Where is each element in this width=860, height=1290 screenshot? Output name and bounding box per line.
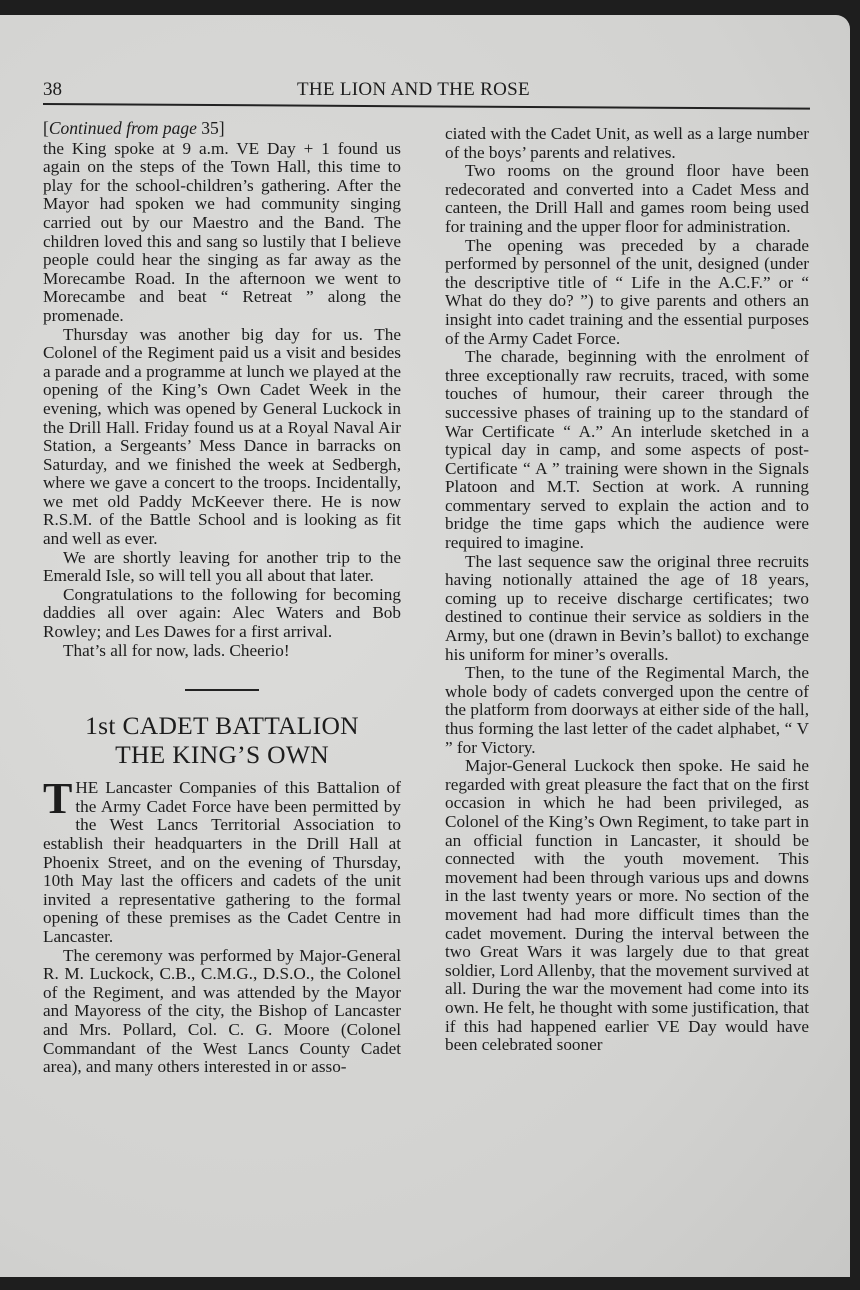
- right-column: [445, 125, 809, 1055]
- paragraph: The opening was preceded by a charade performed by personnel of the unit, designed (under the descriptive title of “ Life in the A.C.F.” or “ What do they do? ”) to give parents and others an insight into cadet training and the essential purposes of the Army Cadet Force.: [445, 235, 809, 348]
- section-title-line2: THE KING’S OWN: [115, 740, 329, 770]
- paragraph: Two rooms on the ground floor have been redecorated and converted into a Cadet Mess and canteen, the Drill Hall and games room being used for training and the upper floor for administration.: [445, 161, 809, 236]
- paragraph: The charade, beginning with the enrolment of three exceptionally raw recruits, traced, with some touches of humour, their career through the successive phases of training up to the standard of War Certificate “ A.” An interlude sketched in a typical day in camp, and some aspects of post-Certificate “ A ” training were shown in the Signals Platoon and M.T. Section at work. A running commentary served to explain the action and to bridge the time gaps which the audience were required to imagine.: [445, 347, 809, 553]
- drop-cap: T: [43, 774, 73, 824]
- continued-label: Continued from page: [48, 118, 197, 138]
- paragraph: Thursday was another big day for us. The Colonel of the Regiment paid us a visit and besides a parade and a programme at lunch we played at the opening of the King’s Own Cadet Week in the evening, which was opened by General Luckock in the Drill Hall. Friday found us at a Royal Naval Air Station, a Sergeants’ Mess Dance in barracks on Saturday, and we finished the week at Sedbergh, where we gave a concert to the troops. Incidentally, we met old Paddy McKeever there. He is now R.S.M. of the Battle School and is looking as fit and well as ever.: [43, 324, 401, 549]
- running-title: THE LION AND THE ROSE: [297, 79, 530, 100]
- continued-note: [Continued from page 35]: [43, 118, 225, 138]
- paragraph: Major-General Luckock then spoke. He said he regarded with great pleasure the fact that on the first occasion in which he had been privileged, as Colonel of the King’s Own Regiment, to take part in an official function in Lancaster, it should be connected with the youth movement. This movement had been through various ups and downs in the last twenty years or more. No section of the movement had had more difficult times than the cadet movement. During the interval between the two Great Wars it was largely due to that great soldier, Lord Allenby, that the movement survived at all. During the war the movement had come into its own. He felt, he thought with some justification, that if this had happened earlier VE Day would have been celebrated sooner: [445, 756, 809, 1055]
- paragraph: The last sequence saw the original three recruits having notionally attained the age of 18 years, coming up to receive discharge certificates; two destined to continue their service as soldiers in the Army, but one (drawn in Bevin’s ballot) to exchange his uniform for miner’s overalls.: [445, 551, 809, 664]
- paragraph: Congratulations to the following for becoming daddies all over again: Alec Waters and Bob Rowley; and Les Dawes for a first arrival.: [43, 584, 401, 642]
- paragraph: We are shortly leaving for another trip to the Emerald Isle, so will tell you all about that later.: [43, 547, 401, 586]
- magazine-page: [0, 15, 850, 1277]
- page-number: 38: [43, 79, 62, 100]
- article-lead-paragraph: THE Lancaster Companies of this Battalion of the Army Cadet Force have been permitted by the West Lancs Territorial Association to establish their headquarters in the Drill Hall at Phoenix Street, and on the evening of Thursday, 10th May last the officers and cadets of the unit invited a representative gathering to the formal opening of these premises as the Cadet Centre in Lancaster.: [43, 774, 401, 946]
- section-title: [43, 711, 401, 769]
- paragraph: The ceremony was performed by Major-General R. M. Luckock, C.B., C.M.G., D.S.O., the Colonel of the Regiment, and was attended by the Mayor and Mayoress of the city, the Bishop of Lancaster and Mrs. Pollard, Col. C. G. Moore (Colonel Commandant of the West Lancs County Cadet area), and many others interested in or asso-: [43, 945, 401, 1077]
- header-rule: [43, 103, 810, 110]
- left-column: [43, 119, 401, 1077]
- section-divider: [185, 689, 259, 691]
- section-title-line1: 1st CADET BATTALION: [85, 711, 359, 741]
- paragraph: Then, to the tune of the Regimental March, the whole body of cadets converged upon the centre of the platform from doorways at either side of the hall, thus forming the last letter of the cadet alphabet, “ V ” for Victory.: [445, 663, 809, 757]
- page-header: [43, 77, 808, 103]
- paragraph: ciated with the Cadet Unit, as well as a large number of the boys’ parents and relatives.: [445, 124, 809, 162]
- paragraph: the King spoke at 9 a.m. VE Day + 1 found us again on the steps of the Town Hall, this time to play for the school-children’s gathering. After the Mayor had spoken we had community singing carried out by our Maestro and the Band. The children loved this and sang so lustily that I believe people could hear the singing as far away as the Morecambe Road. In the afternoon we went to Morecambe and beat “ Retreat ” along the promenade.: [43, 138, 401, 325]
- paragraph: That’s all for now, lads. Cheerio!: [63, 640, 290, 660]
